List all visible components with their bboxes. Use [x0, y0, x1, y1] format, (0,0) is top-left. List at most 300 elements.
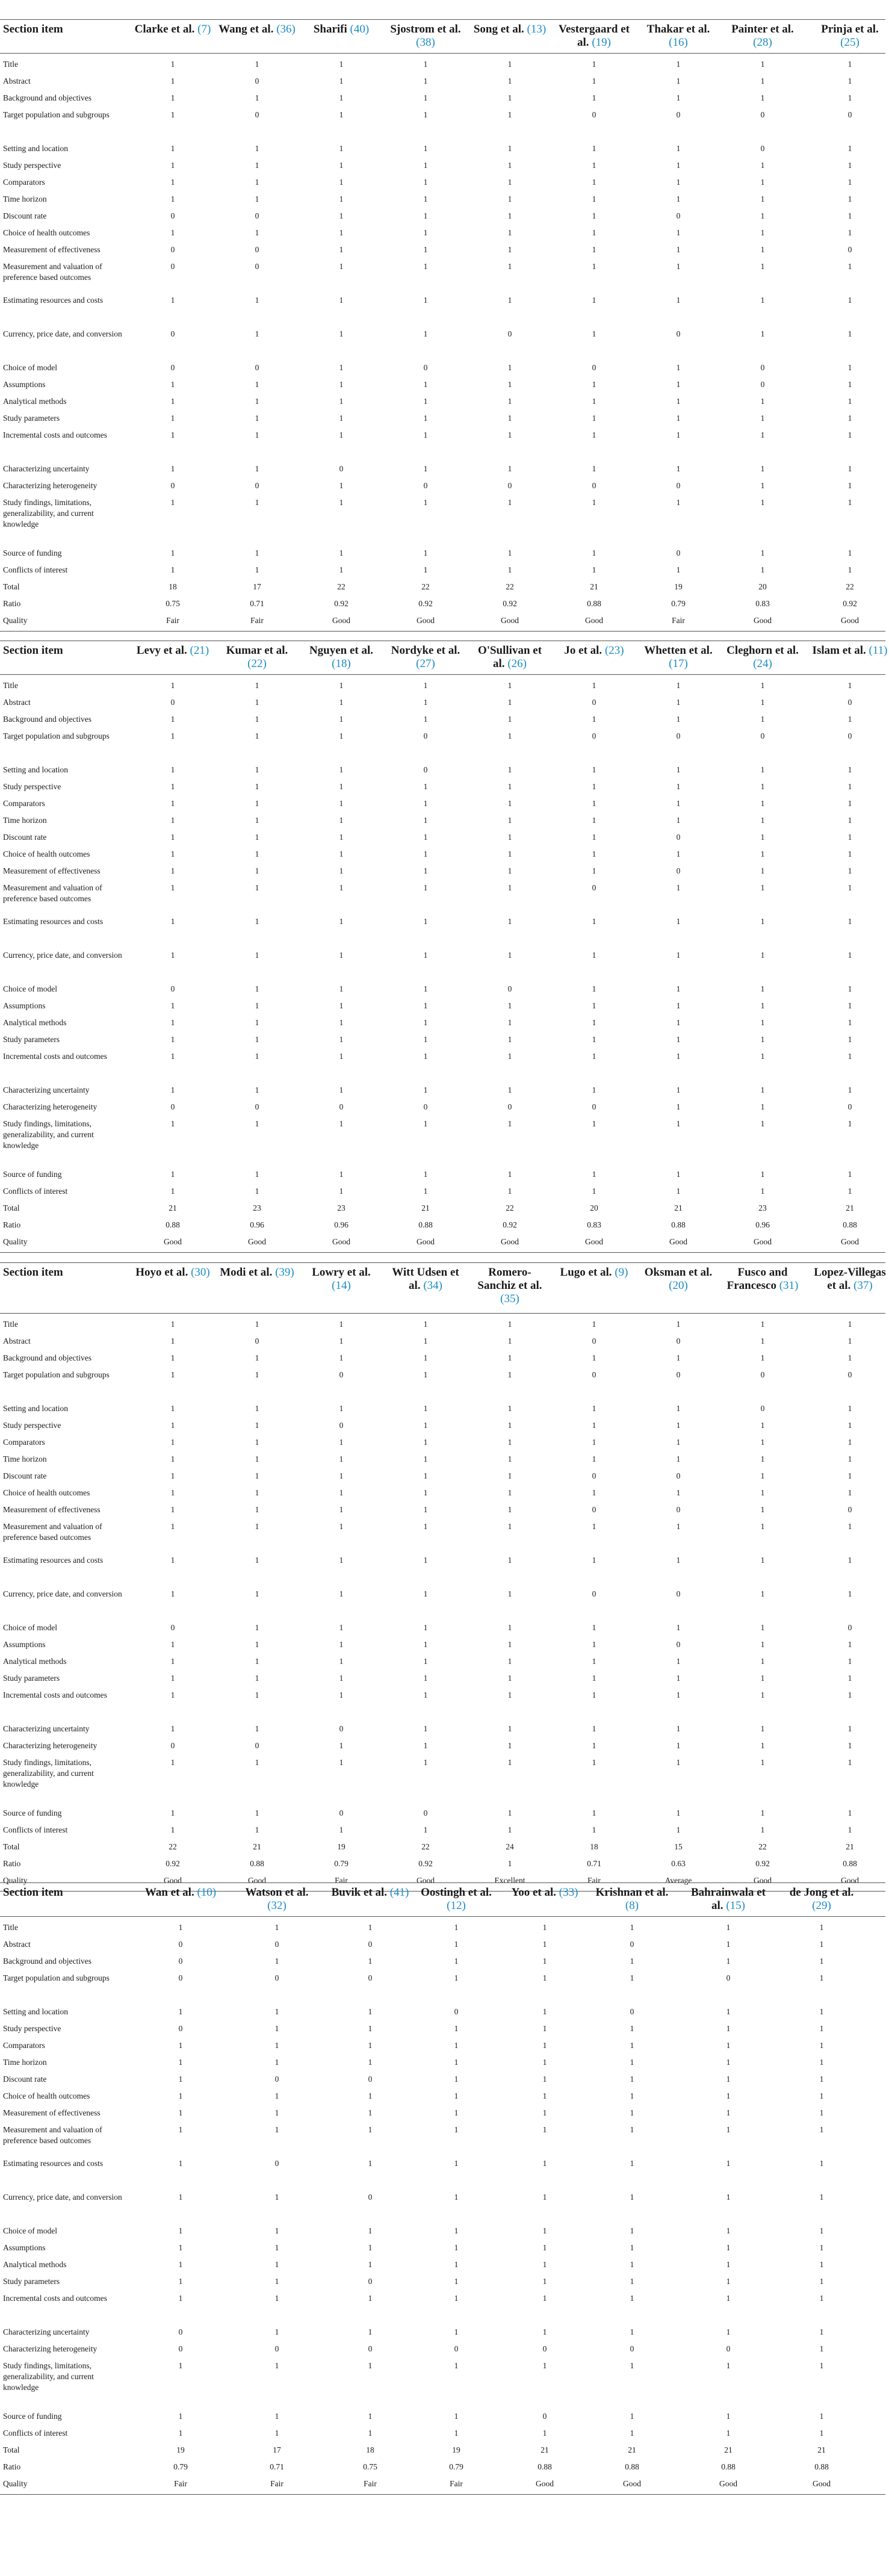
score-cell: 1 — [847, 1758, 852, 1767]
score-cell: 1 — [255, 883, 259, 892]
score-cell: 1 — [339, 883, 344, 892]
study-reference-link[interactable]: (30) — [191, 1266, 210, 1279]
score-cell: 0 — [178, 2327, 183, 2336]
score-cell: 0 — [423, 363, 428, 372]
score-cell: 0 — [676, 1336, 681, 1345]
study-reference-link[interactable]: (37) — [853, 1279, 873, 1292]
score-cell: 1 — [170, 782, 175, 791]
score-cell: 0.71 — [250, 599, 264, 608]
study-reference-link[interactable]: (8) — [625, 1899, 639, 1912]
row-label: Title — [3, 681, 19, 690]
score-cell: 1 — [507, 765, 512, 774]
score-cell: 0 — [339, 1370, 344, 1379]
score-cell: 18 — [169, 582, 177, 591]
score-cell: 1 — [760, 799, 765, 808]
score-cell: 1 — [819, 2429, 824, 2438]
score-cell: 1 — [170, 228, 175, 237]
header-study-lowry-et-al — [302, 1266, 380, 1293]
score-cell: 1 — [339, 1471, 344, 1480]
score-cell: 0 — [255, 481, 259, 490]
score-cell: 1 — [630, 2024, 634, 2033]
score-cell: 0 — [760, 1370, 765, 1379]
score-cell: 1 — [630, 2075, 634, 2084]
study-reference-link[interactable]: (20) — [669, 1279, 688, 1292]
score-cell: 1 — [178, 2159, 183, 2168]
study-name: Witt Udsen et al. — [392, 1266, 459, 1292]
score-cell: 1 — [255, 849, 259, 858]
score-cell: Good — [623, 2479, 641, 2488]
score-cell: 1 — [847, 917, 852, 926]
score-cell: 1 — [760, 1119, 765, 1128]
score-cell: 1 — [676, 1690, 681, 1699]
score-cell: 1 — [339, 144, 344, 153]
score-cell: 1 — [507, 211, 512, 220]
score-cell: 0.96 — [755, 1220, 770, 1229]
score-cell: 1 — [454, 2091, 459, 2100]
score-cell: 1 — [507, 866, 512, 875]
score-cell: 21 — [253, 1842, 261, 1851]
score-cell: 1 — [255, 498, 259, 507]
score-cell: 1 — [847, 1170, 852, 1179]
score-cell: 1 — [592, 1404, 596, 1413]
score-cell: 1 — [592, 1488, 596, 1497]
score-cell: 1 — [339, 228, 344, 237]
row-label: Choice of health outcomes — [3, 849, 90, 858]
row-label: Characterizing heterogeneity — [3, 1102, 98, 1111]
row-label: Total — [3, 1842, 20, 1851]
score-cell: 1 — [676, 93, 681, 102]
score-cell: 1 — [592, 866, 596, 875]
score-cell: 1 — [760, 1674, 765, 1683]
score-cell: 18 — [366, 2445, 374, 2454]
study-reference-link[interactable]: (34) — [423, 1279, 442, 1292]
score-cell: 1 — [630, 2412, 634, 2421]
score-cell: 1 — [507, 1454, 512, 1463]
row-label: Currency, price date, and conversion — [3, 1589, 122, 1598]
score-cell: 0.79 — [671, 599, 686, 608]
score-cell: 1 — [170, 1085, 175, 1094]
score-cell: 15 — [674, 1842, 683, 1851]
study-reference-link[interactable]: (19) — [592, 36, 611, 49]
score-cell: 1 — [507, 380, 512, 389]
score-cell: 1 — [630, 2108, 634, 2117]
score-cell: 1 — [423, 698, 428, 707]
score-cell: 1 — [592, 262, 596, 271]
score-cell: 1 — [274, 2294, 279, 2303]
score-cell: 1 — [676, 1052, 681, 1061]
score-cell: 1 — [760, 951, 765, 960]
score-cell: 1 — [178, 2361, 183, 2370]
score-cell: 1 — [423, 228, 428, 237]
score-cell: 1 — [423, 1623, 428, 1632]
row-label: Source of funding — [3, 548, 62, 557]
score-cell: 1 — [676, 1808, 681, 1817]
score-cell: 1 — [676, 951, 681, 960]
row-label: Characterizing uncertainty — [3, 464, 90, 473]
score-cell: 1 — [507, 60, 512, 69]
score-cell: 1 — [423, 833, 428, 842]
score-cell: 1 — [592, 715, 596, 724]
row-label: Quality — [3, 1237, 28, 1246]
score-cell: 1 — [676, 430, 681, 439]
score-cell: 0.75 — [363, 2462, 377, 2471]
score-cell: 22 — [169, 1842, 177, 1851]
score-cell: 1 — [847, 866, 852, 875]
header-study-krishnan-et-al — [593, 1886, 671, 1913]
score-cell: 0 — [274, 2159, 279, 2168]
score-cell: 1 — [726, 2277, 731, 2286]
score-cell: 1 — [676, 1018, 681, 1027]
score-cell: 1 — [170, 110, 175, 119]
score-cell: 1 — [676, 1035, 681, 1044]
score-cell: 1 — [339, 1488, 344, 1497]
score-cell: 1 — [847, 782, 852, 791]
study-reference-link[interactable]: (23) — [604, 644, 624, 657]
score-cell: 1 — [423, 984, 428, 993]
score-cell: 1 — [726, 2041, 731, 2050]
study-reference-link[interactable]: (24) — [753, 657, 772, 670]
score-cell: 1 — [423, 883, 428, 892]
score-cell: 0 — [178, 2024, 183, 2033]
score-cell: 1 — [630, 2159, 634, 2168]
study-reference-link[interactable]: (25) — [840, 36, 860, 49]
row-label: Title — [3, 60, 19, 69]
score-cell: 1 — [847, 498, 852, 507]
score-cell: 1 — [454, 2159, 459, 2168]
study-reference-link[interactable]: (35) — [500, 1293, 519, 1305]
score-cell: 1 — [592, 1001, 596, 1010]
score-cell: 1 — [760, 211, 765, 220]
row-label: Estimating resources and costs — [3, 2159, 104, 2168]
score-cell: 1 — [423, 1758, 428, 1767]
study-reference-link[interactable]: (32) — [267, 1899, 287, 1912]
score-cell: 0 — [507, 329, 512, 338]
score-cell: 1 — [423, 1690, 428, 1699]
score-cell: 1 — [760, 414, 765, 423]
score-cell: Good — [813, 2479, 831, 2488]
score-cell: Good — [417, 1876, 435, 1885]
score-cell: 1 — [170, 1353, 175, 1362]
score-cell: 1 — [255, 296, 259, 305]
score-cell: 1 — [542, 2193, 547, 2202]
score-cell: 1 — [339, 329, 344, 338]
score-cell: 1 — [819, 2159, 824, 2168]
score-cell: 1 — [170, 144, 175, 153]
score-cell: 1 — [592, 833, 596, 842]
score-cell: 0.79 — [449, 2462, 463, 2471]
score-cell: 1 — [423, 194, 428, 203]
score-cell: 1 — [339, 110, 344, 119]
score-cell: 21 — [817, 2445, 826, 2454]
study-reference-link[interactable]: (16) — [669, 36, 688, 49]
score-cell: 1 — [170, 1808, 175, 1817]
score-cell: 0 — [170, 481, 175, 490]
score-cell: 1 — [454, 2125, 459, 2134]
score-cell: 1 — [676, 883, 681, 892]
score-cell: 1 — [255, 464, 259, 473]
study-reference-link[interactable]: (29) — [812, 1899, 831, 1912]
score-cell: 1 — [255, 1370, 259, 1379]
score-cell: 1 — [507, 782, 512, 791]
score-cell: 0.92 — [418, 599, 433, 608]
score-cell: 1 — [339, 816, 344, 825]
study-reference-link[interactable]: (10) — [197, 1886, 217, 1899]
study-reference-link[interactable]: (40) — [350, 23, 370, 36]
score-cell: 1 — [847, 1657, 852, 1666]
study-name: Lugo et al. — [560, 1266, 612, 1279]
study-reference-link[interactable]: (9) — [615, 1266, 628, 1279]
score-cell: 1 — [592, 76, 596, 85]
row-label: Ratio — [3, 1859, 21, 1868]
score-cell: 1 — [847, 715, 852, 724]
row-label: Analytical methods — [3, 1657, 67, 1666]
score-cell: 1 — [847, 1001, 852, 1010]
row-label: Time horizon — [3, 816, 47, 825]
score-cell: 1 — [592, 430, 596, 439]
score-cell: 0 — [592, 1471, 596, 1480]
score-cell: 1 — [255, 144, 259, 153]
study-reference-link[interactable]: (7) — [197, 23, 211, 36]
score-cell: 1 — [170, 498, 175, 507]
score-cell: 1 — [339, 1522, 344, 1531]
score-cell: 21 — [846, 1842, 854, 1851]
study-name: Thakar et al. — [646, 23, 710, 36]
row-label: Discount rate — [3, 1471, 47, 1480]
score-cell: 1 — [507, 1001, 512, 1010]
score-cell: 1 — [255, 799, 259, 808]
score-cell: 1 — [819, 2327, 824, 2336]
score-cell: 1 — [592, 1657, 596, 1666]
row-label: Estimating resources and costs — [3, 917, 104, 926]
score-cell: 1 — [676, 414, 681, 423]
score-cell: 0 — [170, 262, 175, 271]
score-cell: 1 — [676, 799, 681, 808]
score-cell: 1 — [760, 816, 765, 825]
score-cell: 1 — [507, 1035, 512, 1044]
score-cell: 1 — [339, 1119, 344, 1128]
score-cell: 1 — [423, 397, 428, 406]
study-reference-link[interactable]: (31) — [779, 1279, 799, 1292]
score-cell: 1 — [423, 799, 428, 808]
score-cell: 1 — [339, 1336, 344, 1345]
study-reference-link[interactable]: (22) — [247, 657, 267, 670]
score-cell: 1 — [339, 76, 344, 85]
header-study-whetten-et-al — [639, 644, 717, 671]
score-cell: 1 — [454, 2226, 459, 2235]
score-cell: 1 — [507, 161, 512, 170]
row-label: Abstract — [3, 698, 31, 707]
score-cell: 1 — [542, 1957, 547, 1966]
score-cell: 1 — [423, 1674, 428, 1683]
score-cell: 1 — [423, 1085, 428, 1094]
score-cell: 1 — [507, 681, 512, 690]
header-study-watson-et-al — [238, 1886, 316, 1913]
score-cell: 0 — [847, 731, 852, 740]
row-label: Target population and subgroups — [3, 110, 110, 119]
score-cell: 0 — [339, 1102, 344, 1111]
score-cell: 1 — [368, 2327, 373, 2336]
score-cell: 1 — [368, 2091, 373, 2100]
score-cell: 1 — [676, 1001, 681, 1010]
score-cell: 1 — [760, 245, 765, 254]
score-cell: 1 — [255, 329, 259, 338]
score-cell: 1 — [847, 296, 852, 305]
score-cell: 1 — [170, 161, 175, 170]
row-label: Comparators — [3, 178, 45, 187]
study-reference-link[interactable]: (41) — [389, 1886, 409, 1899]
study-name: Lopez-Villegas et al. — [814, 1266, 886, 1292]
score-cell: 23 — [337, 1203, 345, 1212]
score-cell: 1 — [255, 951, 259, 960]
score-cell: 0 — [255, 1102, 259, 1111]
score-cell: 1 — [274, 2429, 279, 2438]
score-cell: 1 — [847, 681, 852, 690]
score-cell: 1 — [339, 60, 344, 69]
row-label: Quality — [3, 1876, 28, 1885]
score-cell: 1 — [339, 1085, 344, 1094]
study-name: Oksman et al. — [644, 1266, 713, 1279]
score-cell: 1 — [274, 2193, 279, 2202]
study-reference-link[interactable]: (11) — [869, 644, 888, 657]
score-cell: 0 — [676, 1471, 681, 1480]
row-label: Setting and location — [3, 765, 68, 774]
row-label: Study parameters — [3, 1674, 60, 1683]
score-cell: 1 — [760, 565, 765, 574]
score-cell: 1 — [592, 1690, 596, 1699]
score-cell: 1 — [170, 1336, 175, 1345]
score-cell: 0 — [423, 731, 428, 740]
score-cell: 1 — [819, 1923, 824, 1932]
score-cell: 1 — [760, 397, 765, 406]
study-reference-link[interactable]: (13) — [527, 23, 547, 36]
score-cell: 22 — [421, 1842, 430, 1851]
score-cell: 0 — [630, 2344, 634, 2353]
score-cell: 1 — [507, 917, 512, 926]
study-reference-link[interactable]: (26) — [507, 657, 527, 670]
score-cell: 1 — [423, 296, 428, 305]
score-cell: 1 — [847, 262, 852, 271]
score-cell: 1 — [542, 2429, 547, 2438]
score-cell: 1 — [726, 1923, 731, 1932]
score-cell: 1 — [423, 1320, 428, 1329]
score-cell: 1 — [676, 1556, 681, 1565]
score-cell: 1 — [339, 698, 344, 707]
score-cell: 1 — [507, 731, 512, 740]
score-cell: 0.96 — [250, 1220, 264, 1229]
study-name: Yoo et al. — [511, 1886, 556, 1899]
score-cell: 1 — [507, 1623, 512, 1632]
score-cell: 1 — [542, 2243, 547, 2252]
score-cell: 1 — [255, 1018, 259, 1027]
score-cell: 0 — [542, 2412, 547, 2421]
score-cell: Good — [417, 1237, 435, 1246]
score-cell: 1 — [255, 1522, 259, 1531]
score-cell: 0 — [847, 1623, 852, 1632]
study-reference-link[interactable]: (33) — [559, 1886, 578, 1899]
score-cell: 1 — [255, 414, 259, 423]
header-rule — [0, 674, 885, 675]
row-label: Measurement and valuation of preference based outcomes — [3, 883, 102, 903]
score-cell: 1 — [423, 498, 428, 507]
row-label: Source of funding — [3, 2412, 62, 2421]
score-cell: 0 — [255, 211, 259, 220]
score-cell: 1 — [630, 2041, 634, 2050]
study-reference-link[interactable]: (38) — [416, 36, 435, 49]
score-cell: 1 — [542, 2024, 547, 2033]
score-cell: 21 — [724, 2445, 733, 2454]
score-cell: 1 — [339, 498, 344, 507]
row-label: Measurement of effectiveness — [3, 1505, 101, 1514]
header-study-clarke-et-al — [134, 23, 212, 36]
score-cell: 1 — [339, 1404, 344, 1413]
score-cell: 1 — [339, 1187, 344, 1196]
header-section-item: Section item — [3, 644, 63, 657]
score-cell: 1 — [760, 1690, 765, 1699]
row-label: Estimating resources and costs — [3, 1556, 104, 1565]
score-cell: 0 — [676, 1640, 681, 1649]
score-cell: 1 — [339, 178, 344, 187]
study-reference-link[interactable]: (12) — [447, 1899, 466, 1912]
header-study-hoyo-et-al — [134, 1266, 212, 1279]
study-name: Hoyo et al. — [135, 1266, 188, 1279]
score-cell: 1 — [760, 715, 765, 724]
study-reference-link[interactable]: (27) — [416, 657, 435, 670]
score-cell: 0 — [423, 1102, 428, 1111]
score-cell: 0 — [255, 76, 259, 85]
score-cell: 1 — [255, 1640, 259, 1649]
score-cell: 22 — [758, 1842, 767, 1851]
study-reference-link[interactable]: (14) — [332, 1279, 351, 1292]
score-cell: 1 — [274, 2243, 279, 2252]
score-cell: 1 — [592, 1674, 596, 1683]
score-cell: 1 — [170, 833, 175, 842]
score-cell: 1 — [339, 548, 344, 557]
score-cell: 1 — [339, 380, 344, 389]
score-cell: 1 — [255, 715, 259, 724]
score-cell: 1 — [507, 1404, 512, 1413]
study-reference-link[interactable]: (39) — [275, 1266, 294, 1279]
score-cell: Fair — [587, 1876, 601, 1885]
study-reference-link[interactable]: (18) — [332, 657, 351, 670]
study-reference-link[interactable]: (17) — [669, 657, 688, 670]
score-cell: 1 — [847, 1640, 852, 1649]
score-cell: Good — [841, 1237, 859, 1246]
score-cell: 1 — [423, 1018, 428, 1027]
score-cell: 1 — [339, 782, 344, 791]
score-cell: 1 — [339, 1052, 344, 1061]
score-cell: 1 — [819, 2024, 824, 2033]
score-cell: 1 — [760, 161, 765, 170]
score-cell: Good — [841, 616, 859, 625]
study-name: Islam et al. — [812, 644, 866, 657]
score-cell: 1 — [507, 1640, 512, 1649]
score-cell: 1 — [507, 1488, 512, 1497]
score-cell: 1 — [819, 2277, 824, 2286]
score-cell: 1 — [847, 1454, 852, 1463]
study-reference-link[interactable]: (28) — [753, 36, 772, 49]
score-cell: 0 — [339, 1421, 344, 1430]
score-cell: 0 — [592, 110, 596, 119]
score-cell: 1 — [592, 414, 596, 423]
score-cell: 1 — [255, 1758, 259, 1767]
study-reference-link[interactable]: (21) — [190, 644, 209, 657]
score-cell: 1 — [178, 2041, 183, 2050]
score-cell: 1 — [255, 1505, 259, 1514]
row-label: Comparators — [3, 1438, 45, 1447]
row-label: Incremental costs and outcomes — [3, 2294, 107, 2303]
study-reference-link[interactable]: (15) — [726, 1899, 745, 1912]
study-reference-link[interactable]: (36) — [276, 23, 296, 36]
